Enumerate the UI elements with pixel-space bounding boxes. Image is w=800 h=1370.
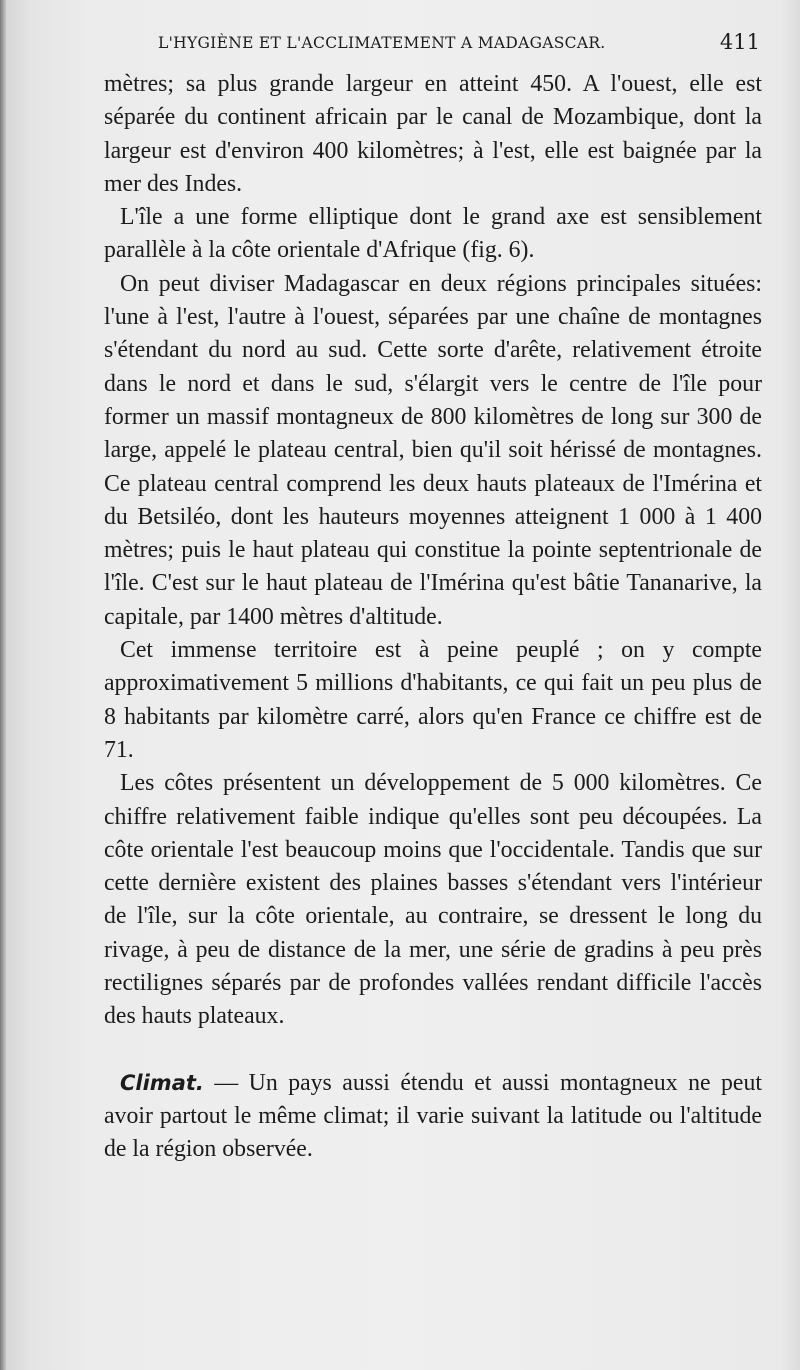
body-text bbox=[104, 68, 762, 1167]
section-separator: — bbox=[203, 1069, 249, 1096]
paragraph-continuation: mètres; sa plus grande largeur en atteint 450. A l'ouest, elle est séparée du continent africain par le canal de Mozambique, dont la largeur est d'environ 400 kilomètres; à l'est, elle est baignée par la mer des Indes. bbox=[104, 71, 762, 197]
paragraph-regions: On peut diviser Madagascar en deux régions principales situées: l'une à l'est, l'autre à l'ouest, séparées par une chaîne de montagnes s'étendant du nord au sud. Cette sorte d'arête, relativement étroite dans le nord et dans le sud, s'élargit vers le centre de l'île pour former un massif montagneux de 800 kilomètres de long sur 300 de large, appelé le plateau central, bien qu'il soit hérissé de montagnes. Ce plateau central comprend les deux hauts plateaux de l'Imérina et du Betsiléo, dont les hauteurs moyennes atteignent 1 000 à 1 400 mètres; puis le haut plateau qui constitue la pointe septentrionale de l'île. C'est sur le haut plateau de l'Imérina qu'est bâtie Tananarive, la capitale, par 1400 mètres d'altitude. bbox=[104, 270, 762, 630]
paragraph-coasts: Les côtes présentent un développement de 5 000 kilomètres. Ce chiffre relativement faible indique qu'elles sont peu découpées. La côte orientale l'est beaucoup moins que l'occidentale. Tandis que sur cette dernière existent des plaines basses s'étendant vers l'intérieur de l'île, sur la côte orientale, au contraire, se dressent le long du rivage, à peu de distance de la mer, une série de gradins à peu près rectilignes séparés par de profondes vallées rendant difficile l'accès des hauts plateaux. bbox=[104, 770, 762, 1030]
paragraph-shape: L'île a une forme elliptique dont le grand axe est sensiblement parallèle à la côte orientale d'Afrique (fig. 6). bbox=[104, 204, 762, 264]
section-text: Un pays aussi étendu et aussi montagneux ne peut avoir partout le même climat; il varie suivant la latitude ou l'altitude de la région observée. bbox=[104, 1069, 762, 1163]
section-climate bbox=[104, 1067, 762, 1167]
page-binding-edge bbox=[0, 0, 6, 1370]
page-header bbox=[104, 30, 760, 62]
paragraph-population: Cet immense territoire est à peine peuplé ; on y compte approximativement 5 millions d'habitants, ce qui fait un peu plus de 8 habitants par kilomètre carré, alors qu'en France ce chiffre est de 71. bbox=[104, 637, 762, 763]
section-title: Climat. bbox=[120, 1070, 204, 1095]
page-number: 411 bbox=[719, 30, 760, 54]
running-title: L'HYGIÈNE ET L'ACCLIMATEMENT A MADAGASCAR. bbox=[158, 34, 606, 52]
